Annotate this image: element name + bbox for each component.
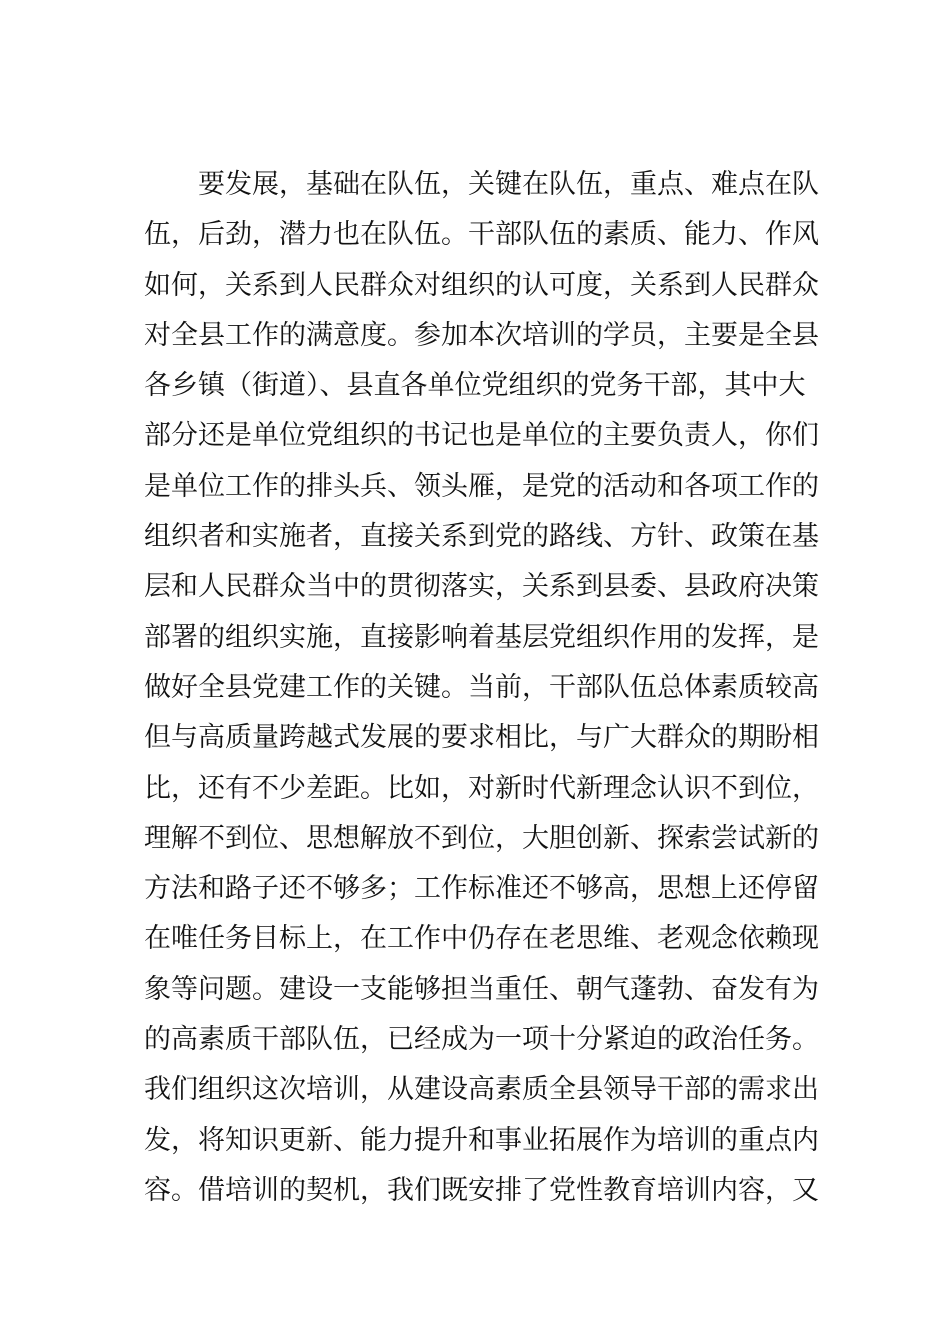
paragraph-line: 在唯任务目标上，在工作中仍存在老思维、老观念依赖现 [144, 923, 819, 955]
paragraph-line: 方法和路子还不够多；工作标准还不够高，思想上还停留 [144, 873, 819, 905]
paragraph-line: 要发展，基础在队伍，关键在队伍，重点、难点在队 [198, 169, 819, 200]
paragraph-line: 部分还是单位党组织的书记也是单位的主要负责人，你们 [144, 420, 819, 452]
paragraph-line: 伍，后劲，潜力也在队伍。干部队伍的素质、能力、作风 [144, 219, 819, 251]
paragraph-line: 做好全县党建工作的关键。当前，干部队伍总体素质较高 [144, 671, 819, 703]
paragraph-line: 的高素质干部队伍，已经成为一项十分紧迫的政治任务。 [144, 1024, 819, 1056]
paragraph-line: 比，还有不少差距。比如，对新时代新理念认识不到位， [144, 772, 819, 804]
paragraph-line: 部署的组织实施，直接影响着基层党组织作用的发挥，是 [144, 621, 819, 653]
paragraph-line: 对全县工作的满意度。参加本次培训的学员，主要是全县 [144, 319, 819, 351]
paragraph-line: 层和人民群众当中的贯彻落实，关系到县委、县政府决策 [144, 571, 819, 603]
paragraph-line: 组织者和实施者，直接关系到党的路线、方针、政策在基 [144, 521, 819, 553]
body-paragraph [144, 160, 819, 1216]
paragraph-line: 发，将知识更新、能力提升和事业拓展作为培训的重点内 [144, 1124, 819, 1156]
paragraph-line: 象等问题。建设一支能够担当重任、朝气蓬勃、奋发有为 [144, 973, 819, 1005]
paragraph-line: 各乡镇（街道）、县直各单位党组织的党务干部，其中大 [144, 370, 806, 402]
paragraph-line: 是单位工作的排头兵、领头雁，是党的活动和各项工作的 [144, 470, 819, 502]
paragraph-line: 容。借培训的契机，我们既安排了党性教育培训内容，又 [144, 1174, 819, 1206]
paragraph-line: 但与高质量跨越式发展的要求相比，与广大群众的期盼相 [144, 722, 819, 754]
paragraph-line: 如何，关系到人民群众对组织的认可度，关系到人民群众 [144, 269, 819, 301]
paragraph-line: 我们组织这次培训，从建设高素质全县领导干部的需求出 [144, 1074, 819, 1106]
paragraph-line: 理解不到位、思想解放不到位，大胆创新、探索尝试新的 [144, 822, 819, 854]
